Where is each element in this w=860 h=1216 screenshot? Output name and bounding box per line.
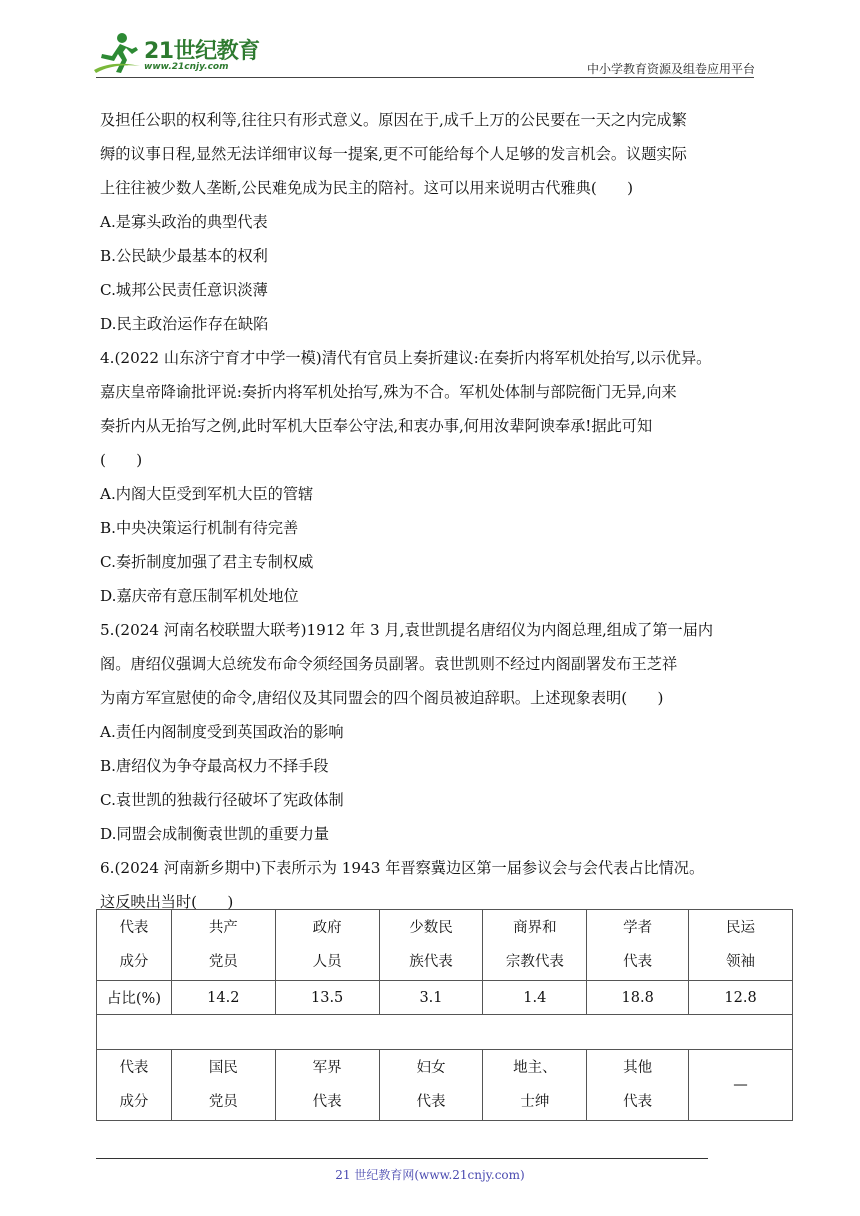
- question-4-stem: 4.(2022 山东济宁育才中学一模)清代有官员上奏折建议:在奏折内将军机处抬写,以示优异。: [100, 349, 712, 367]
- question-6-stem: 6.(2024 河南新乡期中)下表所示为 1943 年晋察冀边区第一届参议会与会代表占比情况。: [100, 859, 705, 877]
- table-row: [97, 1050, 793, 1121]
- option-c: C.奏折制度加强了君主专制权威: [100, 553, 314, 571]
- table-cell: 妇女 代表: [379, 1050, 483, 1121]
- question-text: [100, 103, 772, 919]
- table-cell: 政府 人员: [275, 910, 379, 981]
- page-header: [0, 0, 860, 80]
- header-divider: [96, 77, 754, 78]
- option-d: D.同盟会成制衡袁世凯的重要力量: [100, 825, 330, 843]
- table-cell: 12.8: [689, 981, 793, 1015]
- delegate-ratio-table: [96, 909, 793, 1121]
- option-a: A.责任内阁制度受到英国政治的影响: [100, 723, 344, 741]
- option-a: A.是寡头政治的典型代表: [100, 213, 268, 231]
- text-line: 嘉庆皇帝降谕批评说:奏折内将军机处抬写,殊为不合。军机处体制与部院衙门无异,向来: [100, 383, 677, 401]
- text-line: 缛的议事日程,显然无法详细审议每一提案,更不可能给每个人足够的发言机会。议题实际: [100, 145, 687, 163]
- table-cell: 商界和 宗教代表: [483, 910, 587, 981]
- text-line: 上往往被少数人垄断,公民难免成为民主的陪衬。这可以用来说明古代雅典( ): [100, 179, 634, 197]
- table-cell: 占比(%): [97, 981, 172, 1015]
- text-line: 及担任公职的权利等,往往只有形式意义。原因在于,成千上万的公民要在一天之内完成繁: [100, 111, 687, 129]
- option-d: D.嘉庆帝有意压制军机处地位: [100, 587, 299, 605]
- header-tagline: 中小学教育资源及组卷应用平台: [586, 62, 755, 76]
- answer-blank: ( ): [100, 451, 143, 469]
- table-row: [97, 981, 793, 1015]
- text-line: 这反映出当时( ): [100, 893, 234, 911]
- logo-url: www.21cnjy.com: [144, 62, 229, 72]
- table-cell: 民运 领袖: [689, 910, 793, 981]
- option-c: C.袁世凯的独裁行径破坏了宪政体制: [100, 791, 344, 809]
- runner-logo-icon: [92, 30, 144, 76]
- table-row: [97, 1015, 793, 1050]
- table-cell: [97, 1015, 793, 1050]
- question-5-stem: 5.(2024 河南名校联盟大联考)1912 年 3 月,袁世凯提名唐绍仪为内阁总理,组成了第一届内: [100, 621, 714, 639]
- table-cell: 军界 代表: [275, 1050, 379, 1121]
- table-cell: 13.5: [275, 981, 379, 1015]
- text-line: 为南方军宣慰使的命令,唐绍仪及其同盟会的四个阁员被迫辞职。上述现象表明( ): [100, 689, 664, 707]
- table-cell: 地主、 士绅: [483, 1050, 587, 1121]
- option-b: B.公民缺少最基本的权利: [100, 247, 268, 265]
- table-cell: 1.4: [483, 981, 587, 1015]
- option-b: B.唐绍仪为争夺最高权力不择手段: [100, 757, 329, 775]
- logo-text: 21世纪教育: [144, 39, 260, 64]
- table-cell: 18.8: [587, 981, 689, 1015]
- table-cell: 3.1: [379, 981, 483, 1015]
- option-a: A.内阁大臣受到军机大臣的管辖: [100, 485, 314, 503]
- footer-divider: [96, 1158, 708, 1159]
- table-cell: 国民 党员: [171, 1050, 275, 1121]
- table-cell: 14.2: [171, 981, 275, 1015]
- table-cell: 少数民 族代表: [379, 910, 483, 981]
- table-cell: 其他 代表: [587, 1050, 689, 1121]
- text-line: 奏折内从无抬写之例,此时军机大臣奉公守法,和衷办事,何用汝辈阿谀奉承!据此可知: [100, 417, 653, 435]
- option-c: C.城邦公民责任意识淡薄: [100, 281, 268, 299]
- table-cell: 学者 代表: [587, 910, 689, 981]
- table-cell: 共产 党员: [171, 910, 275, 981]
- table-cell: 代表 成分: [97, 1050, 172, 1121]
- footer-link[interactable]: 21 世纪教育网(www.21cnjy.com): [335, 1168, 525, 1182]
- option-d: D.民主政治运作存在缺陷: [100, 315, 269, 333]
- text-line: 阁。唐绍仪强调大总统发布命令须经国务员副署。袁世凯则不经过内阁副署发布王芝祥: [100, 655, 678, 673]
- table-cell: 代表 成分: [97, 910, 172, 981]
- site-logo[interactable]: [92, 30, 262, 78]
- table-row: [97, 910, 793, 981]
- option-b: B.中央决策运行机制有待完善: [100, 519, 299, 537]
- table-cell: —: [689, 1050, 793, 1121]
